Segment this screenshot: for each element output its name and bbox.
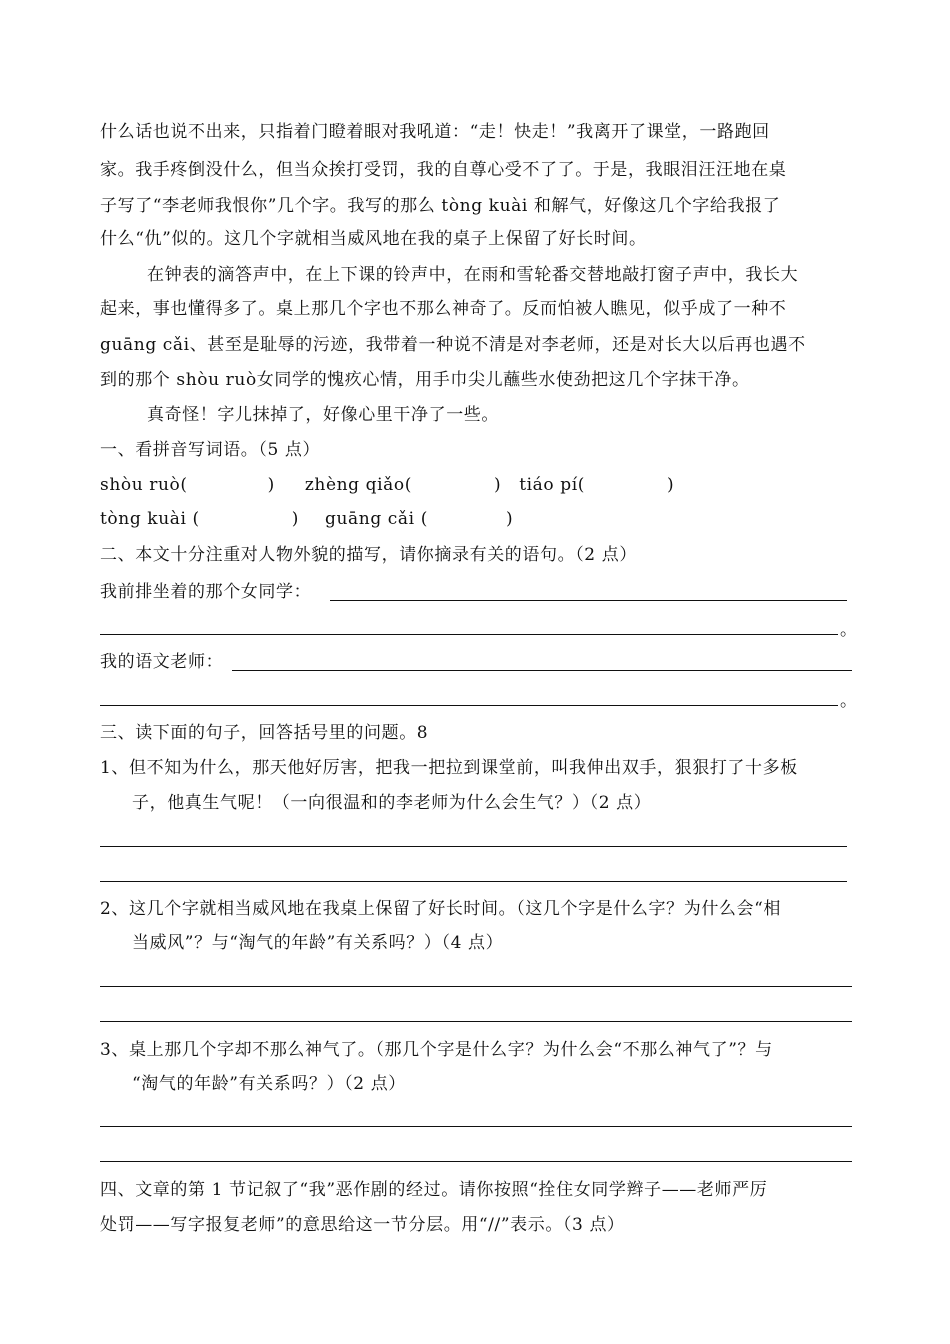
answer-label-classmate: 我前排坐着的那个女同学： [100, 582, 312, 602]
passage-line: 家。我手疼倒没什么，但当众挨打受罚，我的自尊心受不了了。于是，我眼泪汪汪地在桌 [100, 160, 787, 180]
answer-line[interactable] [100, 986, 852, 987]
answer-line[interactable] [100, 634, 838, 635]
end-mark: 。 [840, 691, 857, 711]
question-3-item-3: “淘气的年龄”有关系吗？）（2 点） [132, 1074, 406, 1094]
bracket-close: ) [505, 509, 514, 529]
passage-line: guāng cǎi、甚至是耻辱的污迹，我带着一种说不清是对李老师，还是对长大以后再也遇不 [100, 335, 806, 355]
passage-line: 到的那个 shòu ruò女同学的愧疚心情，用手巾尖儿蘸些水使劲把这几个字抹干净。 [100, 370, 750, 390]
end-mark: 。 [840, 620, 857, 640]
answer-line[interactable] [232, 670, 852, 671]
answer-line[interactable] [100, 881, 847, 882]
question-3-title: 三、读下面的句子，回答括号里的问题。8 [100, 723, 429, 743]
bracket-close: ) [267, 475, 275, 495]
answer-line[interactable] [100, 846, 847, 847]
answer-line[interactable] [100, 705, 838, 706]
question-3-item-2: 2、这几个字就相当威风地在我桌上保留了好长时间。（这几个字是什么字？为什么会“相 [100, 899, 782, 919]
question-3-item-1: 1、但不知为什么，那天他好厉害，把我一把拉到课堂前，叫我伸出双手，狠狠打了十多板 [100, 758, 798, 778]
pinyin-label: tòng kuài ( [100, 509, 200, 529]
question-3-item-1: 子，他真生气呢！（一向很温和的李老师为什么会生气？）（2 点） [132, 793, 652, 813]
answer-line[interactable] [100, 1021, 852, 1022]
passage-line: 子写了“李老师我恨你”几个字。我写的那么 tòng kuài 和解气，好像这几个字给我报了 [100, 196, 781, 216]
answer-line[interactable] [330, 600, 847, 601]
answer-line[interactable] [100, 1126, 852, 1127]
answer-label-teacher: 我的语文老师： [100, 652, 224, 672]
answer-line[interactable] [100, 1161, 852, 1162]
passage-line: 起来，事也懂得多了。桌上那几个字也不那么神奇了。反而怕被人瞧见，似乎成了一种不 [100, 299, 787, 319]
pinyin-label: shòu ruò( [100, 475, 188, 495]
passage-line: 真奇怪！字儿抹掉了，好像心里干净了一些。 [147, 405, 499, 425]
pinyin-label: zhèng qiǎo( [304, 475, 412, 495]
question-2-title: 二、本文十分注重对人物外貌的描写，请你摘录有关的语句。（2 点） [100, 545, 637, 565]
passage-line: 什么话也说不出来，只指着门瞪着眼对我吼道：“走！快走！”我离开了课堂，一路跑回 [100, 122, 770, 142]
pinyin-label: guāng cǎi ( [325, 509, 428, 529]
passage-line: 什么“仇”似的。这几个字就相当威风地在我的桌子上保留了好长时间。 [100, 229, 647, 249]
passage-line: 在钟表的滴答声中，在上下课的铃声中，在雨和雪轮番交替地敲打窗子声中，我长大 [147, 265, 799, 285]
bracket-close: ) [493, 475, 502, 495]
pinyin-row-1 [100, 473, 674, 497]
question-3-item-3: 3、桌上那几个字却不那么神气了。（那几个字是什么字？为什么会“不那么神气了”？与 [100, 1040, 773, 1060]
bracket-close: ) [291, 509, 299, 529]
question-4-line: 四、文章的第 1 节记叙了“我”恶作剧的经过。请你按照“拴住女同学辫子——老师严厉 [100, 1180, 768, 1200]
bracket-close: ) [667, 475, 675, 495]
question-1-title: 一、看拼音写词语。（5 点） [100, 440, 321, 460]
question-3-item-2: 当威风”？与“淘气的年龄”有关系吗？）（4 点） [132, 933, 504, 953]
pinyin-row-2 [100, 507, 513, 531]
question-4-line: 处罚——写字报复老师”的意思给这一节分层。用“//”表示。（3 点） [100, 1215, 625, 1235]
pinyin-label: tiáo pí( [519, 475, 585, 495]
